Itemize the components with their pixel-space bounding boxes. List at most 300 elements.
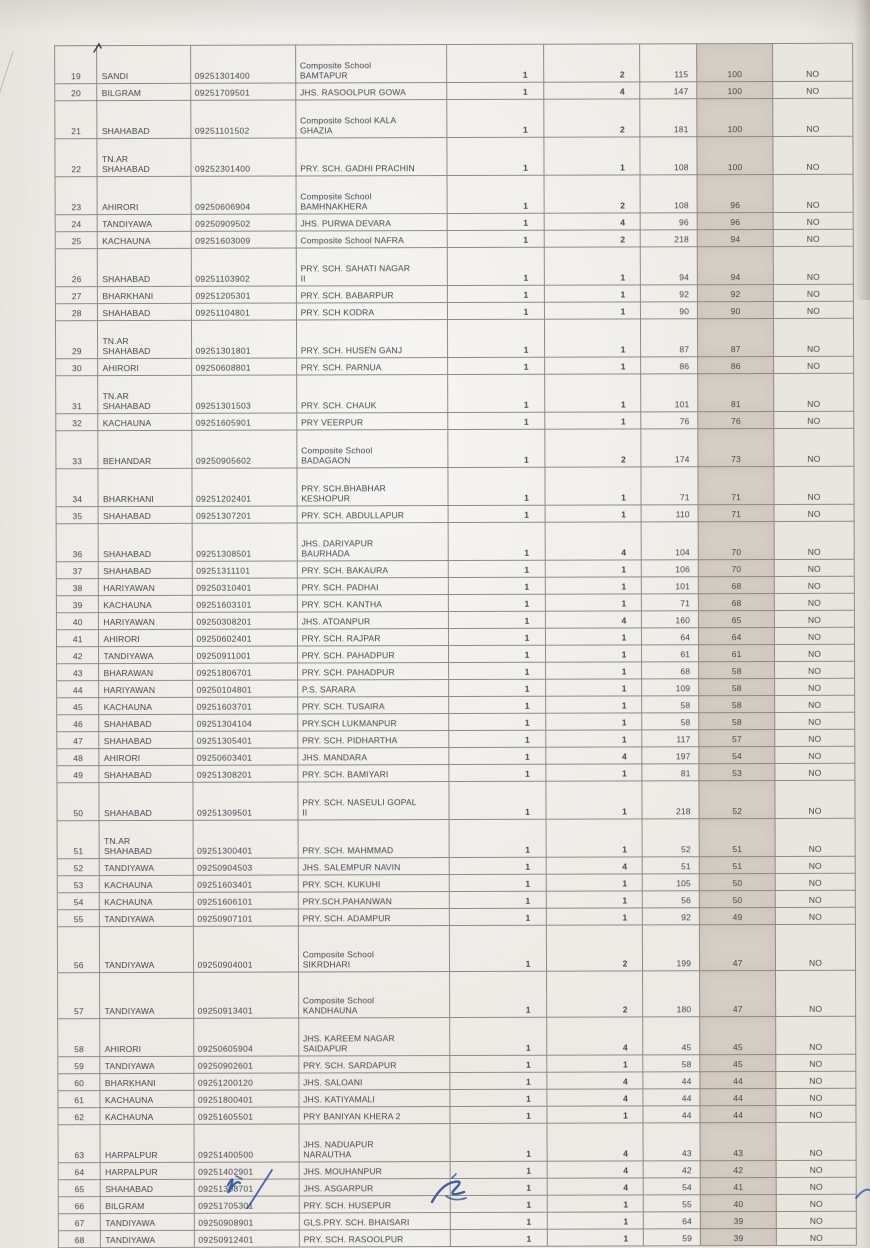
cell-flag: NO — [774, 521, 854, 559]
cell-count-1: 1 — [449, 764, 546, 781]
cell-block-name: BEHANDAR — [98, 430, 191, 468]
cell-block-name: TN.AR SHAHABAD — [100, 820, 193, 858]
cell-flag: NO — [774, 318, 854, 356]
cell-school-name: JHS. MANDARA — [298, 748, 450, 765]
cell-serial-number: 58 — [58, 1019, 101, 1057]
cell-count-1: 1 — [449, 645, 546, 662]
cell-school-name: PRY. SCH. PAHADPUR — [297, 663, 449, 680]
cell-school-code: 09250602401 — [192, 629, 297, 646]
cell-count-1: 1 — [448, 429, 545, 467]
cell-block-name: BHARKHANI — [100, 1073, 193, 1090]
cell-serial-number: 53 — [57, 876, 100, 893]
cell-total: 115 — [639, 44, 697, 82]
cell-school-name: JHS. KAREEM NAGAR SAIDAPUR — [298, 1018, 450, 1056]
cell-block-name: SHAHABAD — [99, 731, 192, 748]
cell-flag: NO — [775, 856, 855, 873]
cell-serial-number: 62 — [58, 1108, 101, 1125]
table-row — [56, 521, 854, 562]
cell-count-2: 1 — [546, 577, 641, 594]
cell-total: 181 — [639, 99, 697, 137]
cell-highlight-value: 76 — [698, 412, 774, 429]
cell-count-2: 1 — [545, 285, 640, 302]
cell-highlight-value: 44 — [700, 1088, 776, 1105]
cell-flag: NO — [774, 356, 854, 373]
cell-serial-number: 23 — [55, 177, 98, 215]
cell-serial-number: 24 — [55, 215, 98, 232]
cell-school-name: JHS. KATIYAMALI — [299, 1090, 451, 1107]
cell-school-code: 09250308201 — [192, 612, 297, 629]
cell-serial-number: 45 — [57, 698, 100, 715]
cell-highlight-value: 90 — [698, 302, 774, 319]
cell-serial-number: 40 — [56, 613, 99, 630]
cell-serial-number: 57 — [58, 973, 101, 1019]
cell-block-name: AHIRORI — [99, 748, 192, 765]
table-row — [57, 924, 855, 973]
cell-school-name: PRY. SCH. KANTHA — [297, 595, 449, 612]
cell-count-2: 4 — [545, 213, 640, 230]
cell-school-code: 09250912401 — [194, 1230, 299, 1247]
cell-count-1: 1 — [450, 1089, 547, 1106]
cell-total: 55 — [643, 1195, 701, 1212]
cell-school-code: 09250605904 — [193, 1018, 298, 1056]
cell-highlight-value: 41 — [700, 1177, 776, 1194]
cell-flag: NO — [773, 301, 853, 318]
cell-school-code: 09252301400 — [190, 138, 295, 176]
cell-school-code: 09250310401 — [192, 578, 297, 595]
cell-count-1: 1 — [450, 925, 547, 971]
cell-flag: NO — [776, 1088, 856, 1105]
cell-count-2: 1 — [546, 679, 641, 696]
cell-block-name: TANDIYAWA — [98, 214, 191, 231]
cell-count-1: 1 — [448, 374, 545, 412]
cell-serial-number: 39 — [56, 596, 99, 613]
cell-total: 94 — [640, 247, 698, 285]
cell-flag: NO — [776, 1071, 856, 1088]
cell-serial-number: 51 — [57, 821, 100, 859]
cell-block-name: HARIYAWAN — [99, 612, 192, 629]
cell-count-1: 1 — [448, 302, 545, 319]
cell-school-name: P.S. SARARA — [297, 680, 449, 697]
cell-school-name: PRY. SCH. SARDAPUR — [298, 1056, 450, 1073]
cell-serial-number: 60 — [58, 1074, 101, 1091]
cell-block-name: TANDIYAWA — [100, 1056, 193, 1073]
cell-highlight-value: 100 — [697, 82, 773, 99]
cell-block-name: SHAHABAD — [97, 100, 190, 138]
cell-count-1: 1 — [451, 1195, 548, 1212]
cell-count-1: 1 — [448, 467, 545, 505]
cell-total: 108 — [639, 137, 697, 175]
cell-count-1: 1 — [447, 137, 544, 175]
cell-flag: NO — [773, 284, 853, 301]
cell-school-code: 09250907101 — [193, 909, 298, 926]
cell-count-2: 4 — [547, 1123, 642, 1161]
cell-count-2: 1 — [548, 1212, 643, 1229]
cell-serial-number: 63 — [58, 1125, 101, 1163]
table-body — [55, 43, 857, 1248]
cell-school-name: PRY. SCH. NASEULI GOPAL II — [298, 782, 450, 820]
cell-flag: NO — [776, 1016, 856, 1054]
cell-highlight-value: 45 — [700, 1016, 776, 1054]
cell-total: 61 — [641, 645, 699, 662]
cell-highlight-value: 100 — [697, 137, 773, 175]
cell-total: 109 — [641, 679, 699, 696]
cell-serial-number: 55 — [57, 910, 100, 927]
cell-highlight-value: 68 — [699, 593, 775, 610]
cell-count-1: 1 — [450, 1072, 547, 1089]
cell-serial-number: 67 — [58, 1214, 101, 1231]
cell-count-2: 1 — [546, 505, 641, 522]
cell-highlight-value: 71 — [698, 467, 774, 505]
cell-count-1: 1 — [448, 412, 545, 429]
cell-flag: NO — [773, 229, 853, 246]
cell-count-2: 1 — [546, 645, 641, 662]
cell-count-2: 1 — [547, 874, 642, 891]
cell-highlight-value: 94 — [697, 247, 773, 285]
cell-count-2: 1 — [545, 357, 640, 374]
cell-block-name: AHIRORI — [97, 176, 190, 214]
cell-count-1: 1 — [450, 1106, 547, 1123]
cell-school-name: Composite School KANDHAUNA — [298, 972, 450, 1018]
cell-school-name: PRY VEERPUR — [296, 413, 448, 430]
cell-school-name: Composite School BAMTAPUR — [295, 45, 447, 83]
cell-serial-number: 50 — [57, 783, 100, 821]
cell-serial-number: 61 — [58, 1091, 101, 1108]
cell-highlight-value: 57 — [699, 729, 775, 746]
cell-count-1: 1 — [451, 1212, 548, 1229]
cell-flag: NO — [773, 136, 853, 174]
cell-total: 96 — [640, 213, 698, 230]
cell-count-1: 1 — [447, 99, 544, 137]
cell-count-2: 1 — [546, 713, 641, 730]
cell-count-2: 4 — [547, 1089, 642, 1106]
cell-serial-number: 25 — [55, 232, 98, 249]
cell-highlight-value: 73 — [698, 429, 774, 467]
cell-block-name: HARIYAWAN — [99, 578, 192, 595]
cell-flag: NO — [775, 729, 855, 746]
cell-block-name: AHIRORI — [99, 629, 192, 646]
cell-serial-number: 42 — [57, 647, 100, 664]
cell-highlight-value: 96 — [697, 213, 773, 230]
cell-highlight-value: 71 — [698, 505, 774, 522]
cell-school-code: 09251305401 — [192, 731, 297, 748]
cell-school-name: PRY. SCH. HUSEN GANJ — [296, 320, 448, 358]
cell-serial-number: 66 — [58, 1197, 101, 1214]
cell-flag: NO — [775, 818, 855, 856]
cell-count-2: 4 — [548, 1161, 643, 1178]
cell-school-code: 09251101502 — [190, 100, 295, 138]
cell-count-2: 2 — [547, 971, 642, 1017]
cell-school-code: 09250913401 — [193, 972, 298, 1018]
cell-serial-number: 46 — [57, 715, 100, 732]
cell-total: 92 — [642, 908, 700, 925]
cell-block-name: TANDIYAWA — [101, 1213, 194, 1230]
cell-school-name: PRY. SCH. HUSEPUR — [299, 1196, 451, 1213]
cell-count-1: 1 — [450, 857, 547, 874]
cell-count-2: 4 — [547, 1017, 642, 1055]
cell-highlight-value: 100 — [697, 99, 773, 137]
cell-school-name: PRY. SCH. KUKUHI — [298, 875, 450, 892]
cell-highlight-value: 94 — [697, 230, 773, 247]
cell-count-1: 1 — [448, 230, 545, 247]
cell-block-name: BILGRAM — [97, 83, 190, 100]
cell-serial-number: 59 — [58, 1057, 101, 1074]
cell-count-1: 1 — [448, 285, 545, 302]
cell-total: 105 — [642, 874, 700, 891]
cell-highlight-value: 44 — [700, 1105, 776, 1122]
cell-flag: NO — [773, 98, 853, 136]
cell-school-name: PRY. SCH. PAHADPUR — [297, 646, 449, 663]
cell-serial-number: 19 — [55, 46, 98, 84]
cell-school-code: 09251606101 — [193, 892, 298, 909]
cell-school-code: 09251308201 — [192, 765, 297, 782]
cell-block-name: KACHAUNA — [100, 892, 193, 909]
cell-highlight-value: 68 — [698, 576, 774, 593]
cell-serial-number: 34 — [56, 469, 99, 507]
cell-highlight-value: 96 — [697, 175, 773, 213]
cell-block-name: KACHAUNA — [99, 697, 192, 714]
table-row — [55, 318, 853, 359]
cell-count-1: 1 — [449, 696, 546, 713]
cell-school-code: 09251103902 — [191, 248, 296, 286]
cell-total: 44 — [642, 1106, 700, 1123]
cell-block-name: AHIRORI — [100, 1018, 193, 1056]
cell-count-2: 1 — [546, 628, 641, 645]
table-row — [56, 428, 854, 469]
cell-school-code: 09250902601 — [193, 1056, 298, 1073]
cell-highlight-value: 100 — [697, 44, 773, 82]
cell-school-code: 09250104801 — [192, 680, 297, 697]
cell-school-name: JHS. DARIYAPUR BAURHADA — [297, 523, 449, 561]
cell-count-2: 1 — [547, 819, 642, 857]
cell-flag: NO — [774, 576, 854, 593]
cell-total: 104 — [641, 522, 699, 560]
cell-school-name: PRY BANIYAN KHERA 2 — [299, 1107, 451, 1124]
cell-total: 42 — [643, 1161, 701, 1178]
cell-serial-number: 44 — [57, 681, 100, 698]
cell-flag: NO — [773, 43, 853, 81]
cell-count-1: 1 — [448, 247, 545, 285]
cell-total: 197 — [641, 747, 699, 764]
cell-block-name: KACHAUNA — [98, 231, 191, 248]
cell-school-code: 09251705301 — [194, 1196, 299, 1213]
signature-right-fragment — [856, 1190, 870, 1198]
cell-total: 58 — [641, 713, 699, 730]
scan-shadow-top — [0, 0, 870, 34]
cell-serial-number: 38 — [56, 579, 99, 596]
school-report-table — [54, 43, 857, 1248]
cell-total: 90 — [640, 302, 698, 319]
cell-school-name: PRY. SCH. PIDHARTHA — [297, 731, 449, 748]
cell-school-code: 09251200120 — [193, 1073, 298, 1090]
cell-total: 59 — [643, 1229, 701, 1246]
cell-total: 180 — [642, 971, 700, 1017]
cell-serial-number: 54 — [57, 893, 100, 910]
cell-block-name: BHARAWAN — [99, 663, 192, 680]
cell-highlight-value: 52 — [699, 780, 775, 818]
cell-count-1: 1 — [449, 594, 546, 611]
cell-count-1: 1 — [449, 730, 546, 747]
cell-count-2: 1 — [546, 696, 641, 713]
cell-school-code: 09251603701 — [192, 697, 297, 714]
cell-count-2: 2 — [545, 429, 640, 467]
cell-count-2: 1 — [546, 560, 641, 577]
cell-block-name: TN.AR SHAHABAD — [98, 320, 191, 358]
table-row — [56, 373, 854, 414]
cell-flag: NO — [775, 780, 855, 818]
cell-flag: NO — [775, 873, 855, 890]
cell-flag: NO — [774, 610, 854, 627]
cell-count-1: 1 — [448, 505, 545, 522]
cell-serial-number: 31 — [56, 376, 99, 414]
cell-block-name: SHAHABAD — [99, 523, 192, 561]
cell-school-code: 09251304104 — [192, 714, 297, 731]
cell-serial-number: 56 — [57, 927, 100, 973]
cell-total: 71 — [641, 594, 699, 611]
cell-flag: NO — [776, 1105, 856, 1122]
cell-total: 117 — [641, 730, 699, 747]
cell-highlight-value: 70 — [698, 521, 774, 559]
cell-flag: NO — [774, 504, 854, 521]
cell-total: 58 — [642, 1055, 700, 1072]
cell-school-code: 09250909502 — [191, 214, 296, 231]
cell-count-1: 1 — [449, 679, 546, 696]
cell-school-code: 09251308501 — [192, 523, 297, 561]
cell-block-name: KACHAUNA — [100, 1090, 193, 1107]
cell-total: 160 — [641, 611, 699, 628]
cell-flag: NO — [776, 1160, 856, 1177]
cell-serial-number: 27 — [55, 287, 98, 304]
cell-school-code: 09251605501 — [193, 1107, 298, 1124]
cell-highlight-value: 70 — [698, 559, 774, 576]
cell-serial-number: 21 — [55, 101, 98, 139]
cell-block-name: TANDIYAWA — [100, 909, 193, 926]
cell-total: 44 — [642, 1089, 700, 1106]
cell-flag: NO — [775, 695, 855, 712]
cell-school-name: PRY. SCH. SAHATI NAGAR II — [296, 248, 448, 286]
cell-total: 147 — [639, 82, 697, 99]
cell-count-1: 1 — [449, 628, 546, 645]
cell-highlight-value: 58 — [699, 712, 775, 729]
table-row — [58, 970, 856, 1019]
cell-total: 51 — [642, 857, 700, 874]
cell-count-1: 1 — [447, 175, 544, 213]
cell-block-name: BHARKHANI — [98, 468, 191, 506]
cell-highlight-value: 87 — [698, 319, 774, 357]
cell-serial-number: 37 — [56, 562, 99, 579]
cell-count-1: 1 — [449, 713, 546, 730]
cell-school-name: GLS.PRY. SCH. BHAISARI — [299, 1213, 451, 1230]
cell-flag: NO — [775, 678, 855, 695]
cell-school-code: 09251301400 — [190, 45, 295, 83]
cell-total: 54 — [643, 1178, 701, 1195]
cell-serial-number: 29 — [55, 321, 98, 359]
cell-school-code: 09250603401 — [192, 748, 297, 765]
cell-serial-number: 32 — [56, 414, 99, 431]
cell-highlight-value: 45 — [700, 1054, 776, 1071]
cell-highlight-value: 40 — [700, 1194, 776, 1211]
cell-count-2: 1 — [545, 467, 640, 505]
cell-highlight-value: 43 — [700, 1122, 776, 1160]
cell-flag: NO — [774, 559, 854, 576]
cell-total: 56 — [642, 891, 700, 908]
cell-highlight-value: 47 — [700, 924, 776, 970]
cell-school-code: 09251300401 — [193, 820, 298, 858]
cell-school-name: PRY. SCH. RAJPAR — [297, 629, 449, 646]
cell-block-name: HARPALPUR — [101, 1162, 194, 1179]
cell-highlight-value: 54 — [699, 746, 775, 763]
cell-count-1: 1 — [449, 611, 546, 628]
cell-total: 110 — [641, 505, 699, 522]
cell-total: 199 — [642, 925, 700, 971]
cell-block-name: TANDIYAWA — [99, 646, 192, 663]
cell-flag: NO — [774, 411, 854, 428]
cell-serial-number: 20 — [55, 84, 98, 101]
cell-block-name: KACHAUNA — [100, 1107, 193, 1124]
cell-count-1: 1 — [448, 357, 545, 374]
cell-school-code: 09251402901 — [194, 1162, 299, 1179]
cell-block-name: TN.AR SHAHABAD — [98, 375, 191, 413]
cell-school-code: 09250911001 — [192, 646, 297, 663]
cell-count-2: 2 — [544, 44, 639, 82]
cell-count-1: 1 — [449, 560, 546, 577]
cell-flag: NO — [775, 907, 855, 924]
cell-count-1: 1 — [447, 44, 544, 82]
cell-flag: NO — [775, 763, 855, 780]
cell-serial-number: 28 — [55, 304, 98, 321]
cell-highlight-value: 58 — [699, 678, 775, 695]
cell-block-name: SHAHABAD — [98, 303, 191, 320]
cell-total: 92 — [640, 285, 698, 302]
cell-serial-number: 30 — [56, 359, 99, 376]
cell-total: 64 — [643, 1212, 701, 1229]
table-row — [55, 43, 853, 84]
cell-school-name: Composite School BADAGAON — [297, 430, 449, 468]
cell-block-name: SHAHABAD — [99, 765, 192, 782]
cell-total: 45 — [642, 1017, 700, 1055]
cell-count-2: 1 — [545, 412, 640, 429]
cell-flag: NO — [775, 661, 855, 678]
cell-school-code: 09251800401 — [193, 1090, 298, 1107]
cell-count-1: 1 — [451, 1229, 548, 1246]
cell-count-2: 2 — [544, 99, 639, 137]
cell-flag: NO — [776, 970, 856, 1016]
cell-block-name: TANDIYAWA — [100, 926, 193, 972]
cell-school-name: PRY. SCH.BHABHAR KESHOPUR — [297, 468, 449, 506]
cell-count-1: 1 — [450, 971, 547, 1017]
cell-serial-number: 41 — [56, 630, 99, 647]
cell-block-name: HARIYAWAN — [99, 680, 192, 697]
cell-flag: NO — [776, 1122, 856, 1160]
cell-count-2: 4 — [548, 1178, 643, 1195]
cell-count-2: 1 — [546, 594, 641, 611]
cell-school-code: 09250904001 — [193, 926, 298, 972]
cell-count-1: 1 — [451, 1178, 548, 1195]
cell-school-code: 09251311101 — [192, 561, 297, 578]
cell-flag: NO — [775, 890, 855, 907]
table-row — [57, 818, 855, 859]
cell-school-name: PRY. SCH. PARNUA — [296, 358, 448, 375]
cell-school-name: JHS. RASOOLPUR GOWA — [295, 83, 447, 100]
cell-highlight-value: 86 — [698, 357, 774, 374]
cell-school-name: Composite School KALA GHAZIA — [295, 100, 447, 138]
cell-highlight-value: 50 — [699, 873, 775, 890]
cell-count-2: 2 — [547, 925, 642, 971]
cell-count-2: 1 — [546, 662, 641, 679]
cell-count-2: 2 — [545, 175, 640, 213]
cell-count-1: 1 — [450, 874, 547, 891]
cell-school-name: PRY. SCH. ADAMPUR — [298, 909, 450, 926]
cell-school-name: JHS. NADUAPUR NARAUTHA — [299, 1124, 451, 1162]
